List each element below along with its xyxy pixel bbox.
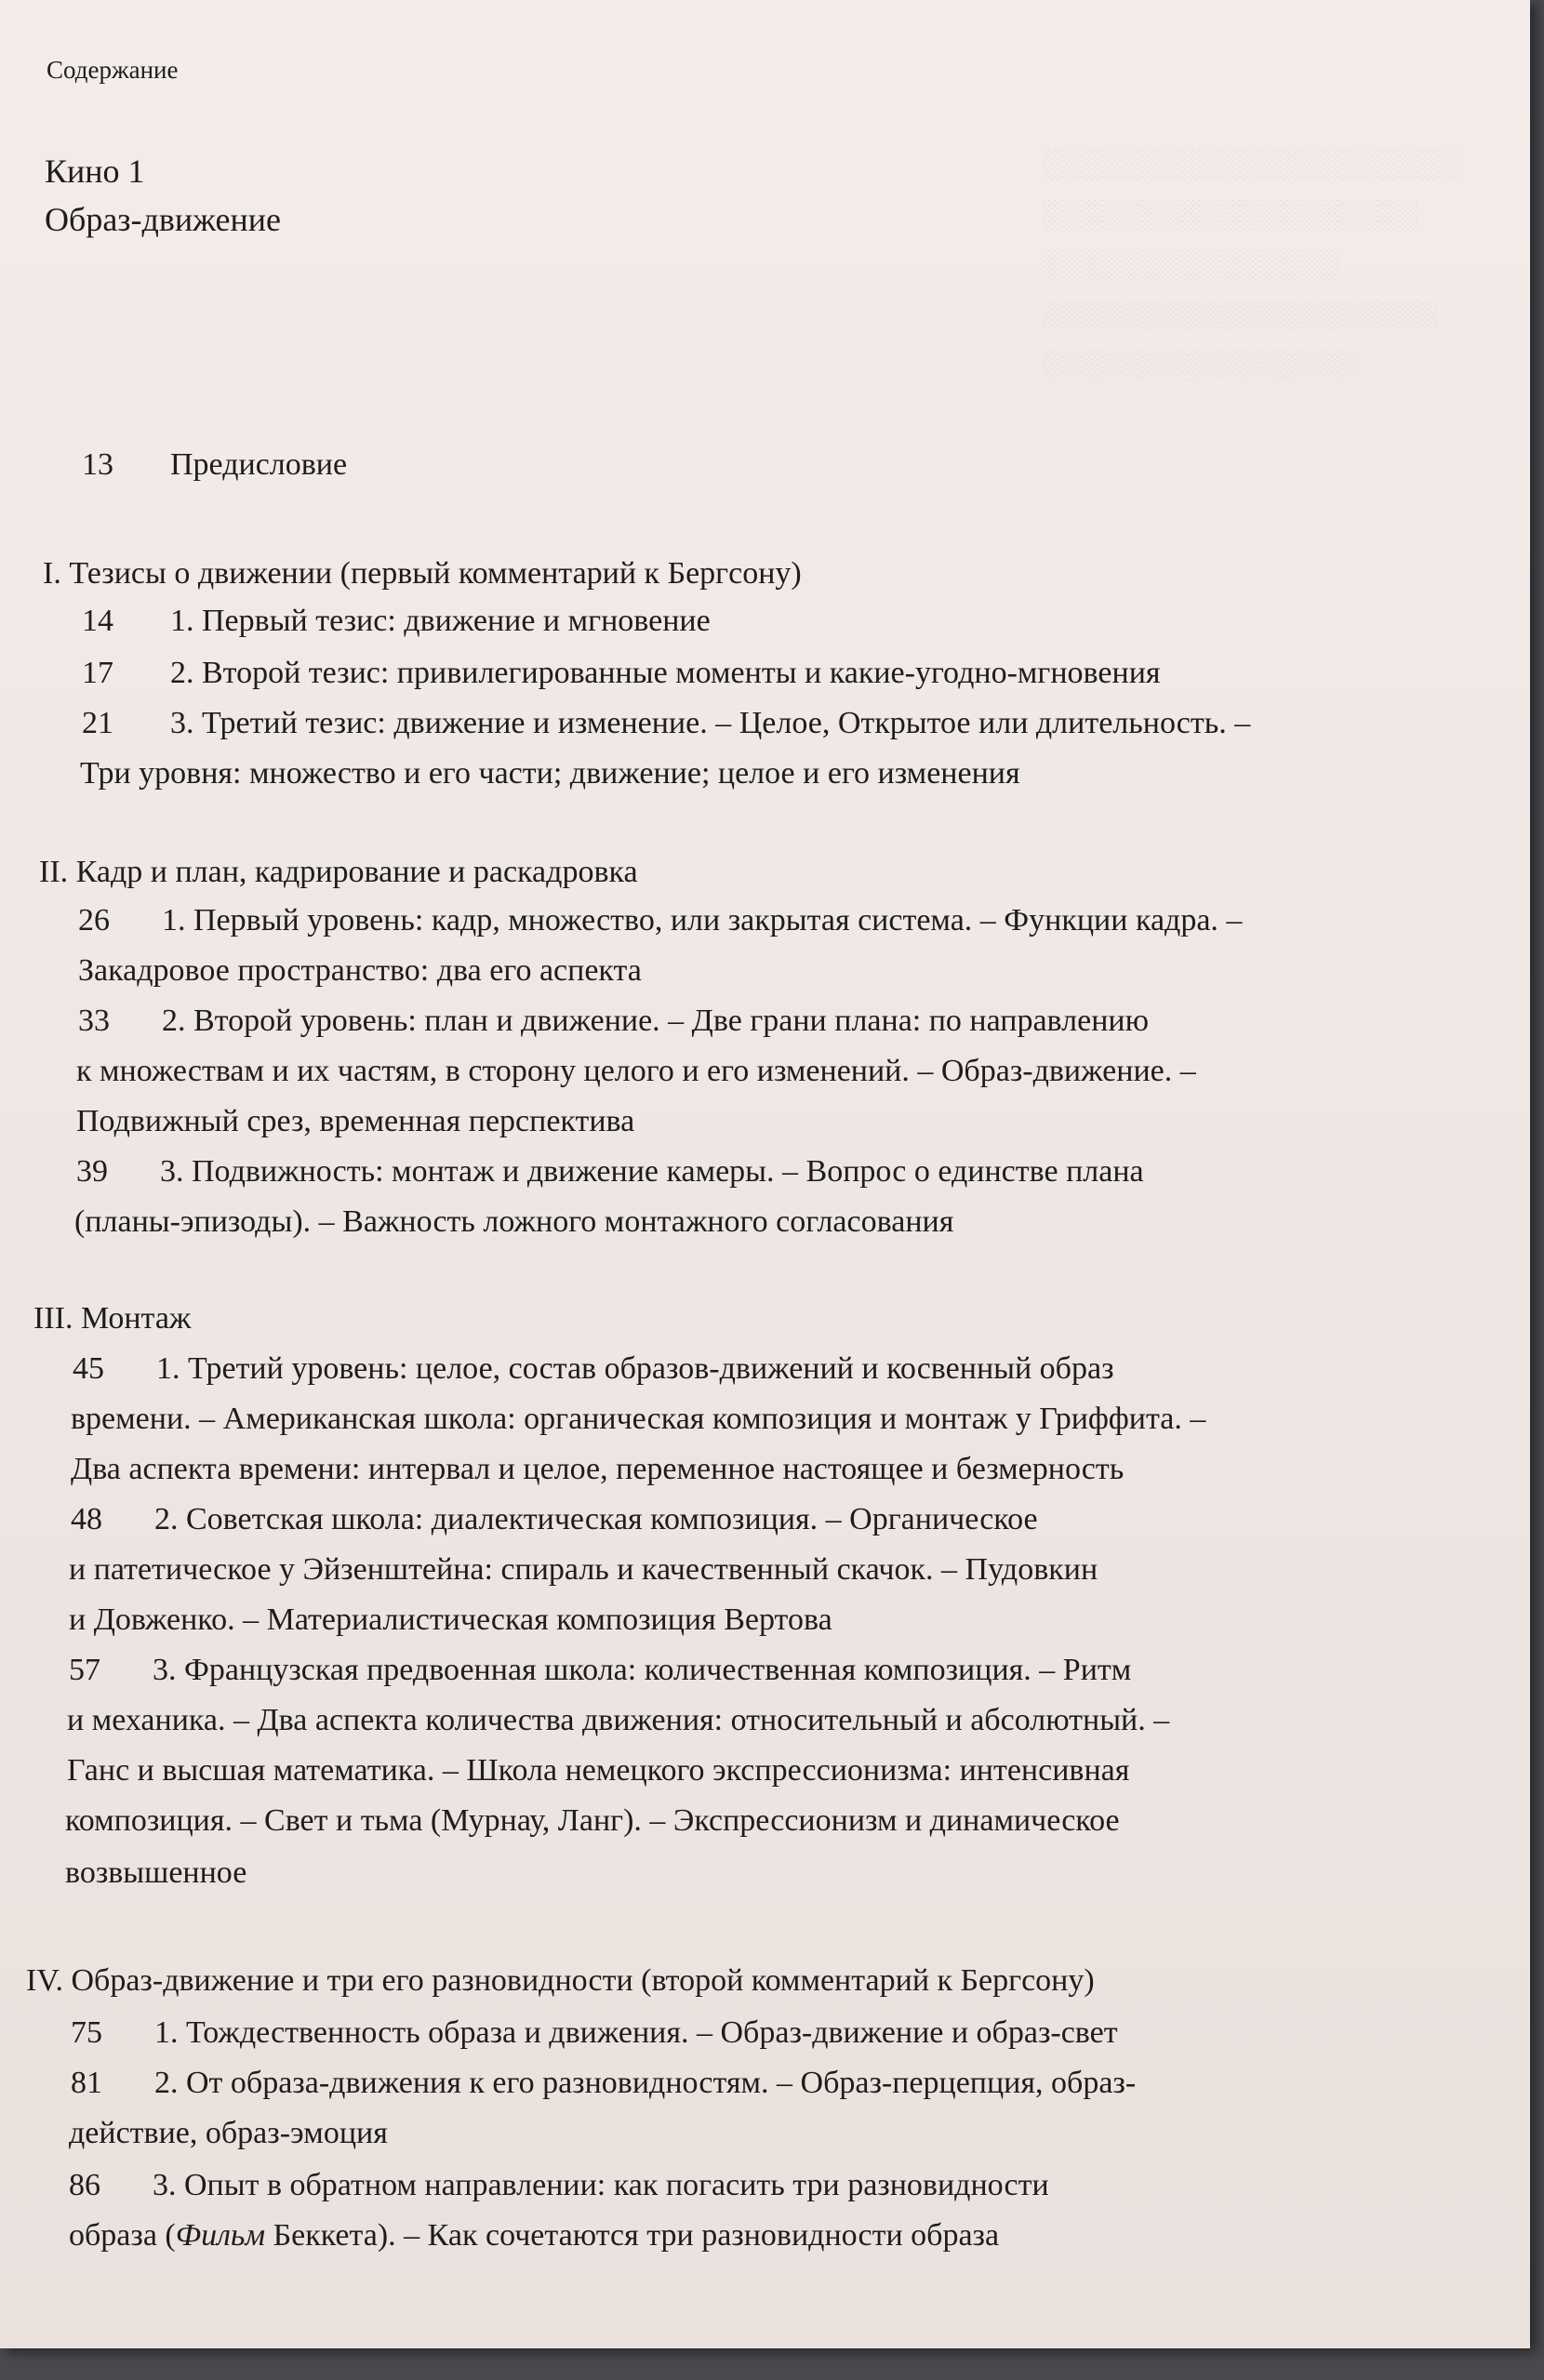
entry-text: 2. Второй тезис: привилегированные моменты и какие-угодно-мгновения (170, 656, 1161, 690)
book-title-line2: Образ-движение (45, 201, 281, 238)
entry-continuation: (планы-эпизоды). – Важность ложного монтажного согласования (74, 1204, 954, 1239)
toc-entry[interactable] (82, 603, 711, 640)
entry-continuation: композиция. – Свет и тьма (Мурнау, Ланг). – Экспрессионизм и динамическое (65, 1803, 1120, 1838)
toc-entry[interactable] (71, 1501, 1038, 1538)
page-number: 26 (78, 903, 110, 937)
show-through-text: ░░░░░░░░░░░░░░░░░░░░░ ░░░░░░░░░░░░░░░░░░░ ░░░░░░░░░░░░░░░ ░░░░░░░░░░░░░░░░░░░░ ░░░░░░░░░░░░░░░░ (1042, 149, 1457, 380)
page-number: 17 (82, 656, 113, 690)
entry-continuation: и патетическое у Эйзенштейна: спираль и качественный скачок. – Пудовкин (69, 1552, 1098, 1587)
entry-title: Предисловие (170, 447, 348, 482)
entry-text: 2. Советская школа: диалектическая композиция. – Органическое (154, 1502, 1038, 1536)
entry-continuation: и Довженко. – Материалистическая композиция Вертова (69, 1602, 832, 1637)
page-number: 48 (71, 1502, 102, 1536)
chapter-title[interactable]: IV. Образ-движение и три его разновидности (второй комментарий к Бергсону) (26, 1963, 1095, 1998)
chapter-title[interactable]: II. Кадр и план, кадрирование и раскадровка (39, 855, 638, 889)
entry-continuation: и механика. – Два аспекта количества движения: относительный и абсолютный. – (67, 1703, 1170, 1737)
entry-continuation: Ганс и высшая математика. – Школа немецкого экспрессионизма: интенсивная (67, 1753, 1130, 1788)
entry-text: 1. Третий уровень: целое, состав образов-движений и косвенный образ (156, 1351, 1114, 1386)
page-number: 81 (71, 2066, 102, 2100)
entry-text: 1. Первый тезис: движение и мгновение (170, 604, 711, 638)
continuation-text: Беккета). – Как сочетаются три разновидности образа (265, 2218, 1000, 2253)
toc-entry[interactable] (69, 2167, 1049, 2204)
toc-entry-preface[interactable] (82, 446, 347, 484)
toc-entry[interactable] (69, 1652, 1131, 1689)
entry-text: 3. Французская предвоенная школа: количественная композиция. – Ритм (153, 1653, 1132, 1687)
entry-continuation: Три уровня: множество и его части; движение; целое и его изменения (80, 756, 1020, 791)
toc-entry[interactable] (82, 655, 1161, 692)
film-title: Фильм (175, 2218, 266, 2253)
page-number: 75 (71, 2015, 102, 2050)
entry-continuation: действие, образ-эмоция (69, 2116, 388, 2150)
page-number: 21 (82, 706, 113, 740)
entry-text: 1. Тождественность образа и движения. – Образ-движение и образ-свет (154, 2015, 1118, 2050)
entry-text: 3. Опыт в обратном направлении: как погасить три разновидности (153, 2168, 1049, 2202)
entry-continuation: Два аспекта времени: интервал и целое, переменное настоящее и безмерность (71, 1452, 1125, 1486)
running-head: Содержание (47, 56, 179, 84)
page-number: 39 (76, 1154, 108, 1189)
page-number: 13 (82, 447, 113, 482)
book-title-line1: Кино 1 (45, 153, 145, 190)
toc-entry[interactable] (78, 902, 1242, 939)
entry-continuation: Подвижный срез, временная перспектива (76, 1104, 635, 1138)
toc-entry[interactable] (76, 1153, 1144, 1190)
page-number: 86 (69, 2168, 100, 2202)
toc-entry[interactable] (82, 705, 1250, 742)
continuation-text: образа ( (69, 2218, 176, 2253)
toc-entry[interactable] (71, 2014, 1118, 2052)
chapter-title[interactable]: III. Монтаж (33, 1301, 192, 1336)
entry-continuation: к множествам и их частям, в сторону целого и его изменений. – Образ-движение. – (76, 1054, 1196, 1088)
page-number: 57 (69, 1653, 100, 1687)
entry-text: 2. Второй уровень: план и движение. – Две грани плана: по направлению (162, 1004, 1150, 1038)
toc-entry[interactable] (78, 1003, 1149, 1040)
entry-continuation: времени. – Американская школа: органическая композиция и монтаж у Гриффита. – (71, 1402, 1206, 1436)
toc-entry[interactable] (71, 2065, 1136, 2102)
entry-text: 3. Подвижность: монтаж и движение камеры. – Вопрос о единстве плана (160, 1154, 1144, 1189)
entry-continuation (69, 2217, 999, 2254)
page-number: 14 (82, 604, 113, 638)
page-number: 45 (73, 1351, 104, 1386)
page-number: 33 (78, 1004, 110, 1038)
chapter-title[interactable]: I. Тезисы о движении (первый комментарий к Бергсону) (43, 556, 802, 591)
entry-continuation: возвышенное (65, 1855, 247, 1890)
entry-continuation: Закадровое пространство: два его аспекта (78, 953, 642, 988)
toc-entry[interactable] (73, 1350, 1114, 1388)
entry-text: 1. Первый уровень: кадр, множество, или закрытая система. – Функции кадра. – (162, 903, 1243, 937)
entry-text: 3. Третий тезис: движение и изменение. – Целое, Открытое или длительность. – (170, 706, 1251, 740)
entry-text: 2. От образа-движения к его разновидностям. – Образ-перцепция, образ- (154, 2066, 1137, 2100)
